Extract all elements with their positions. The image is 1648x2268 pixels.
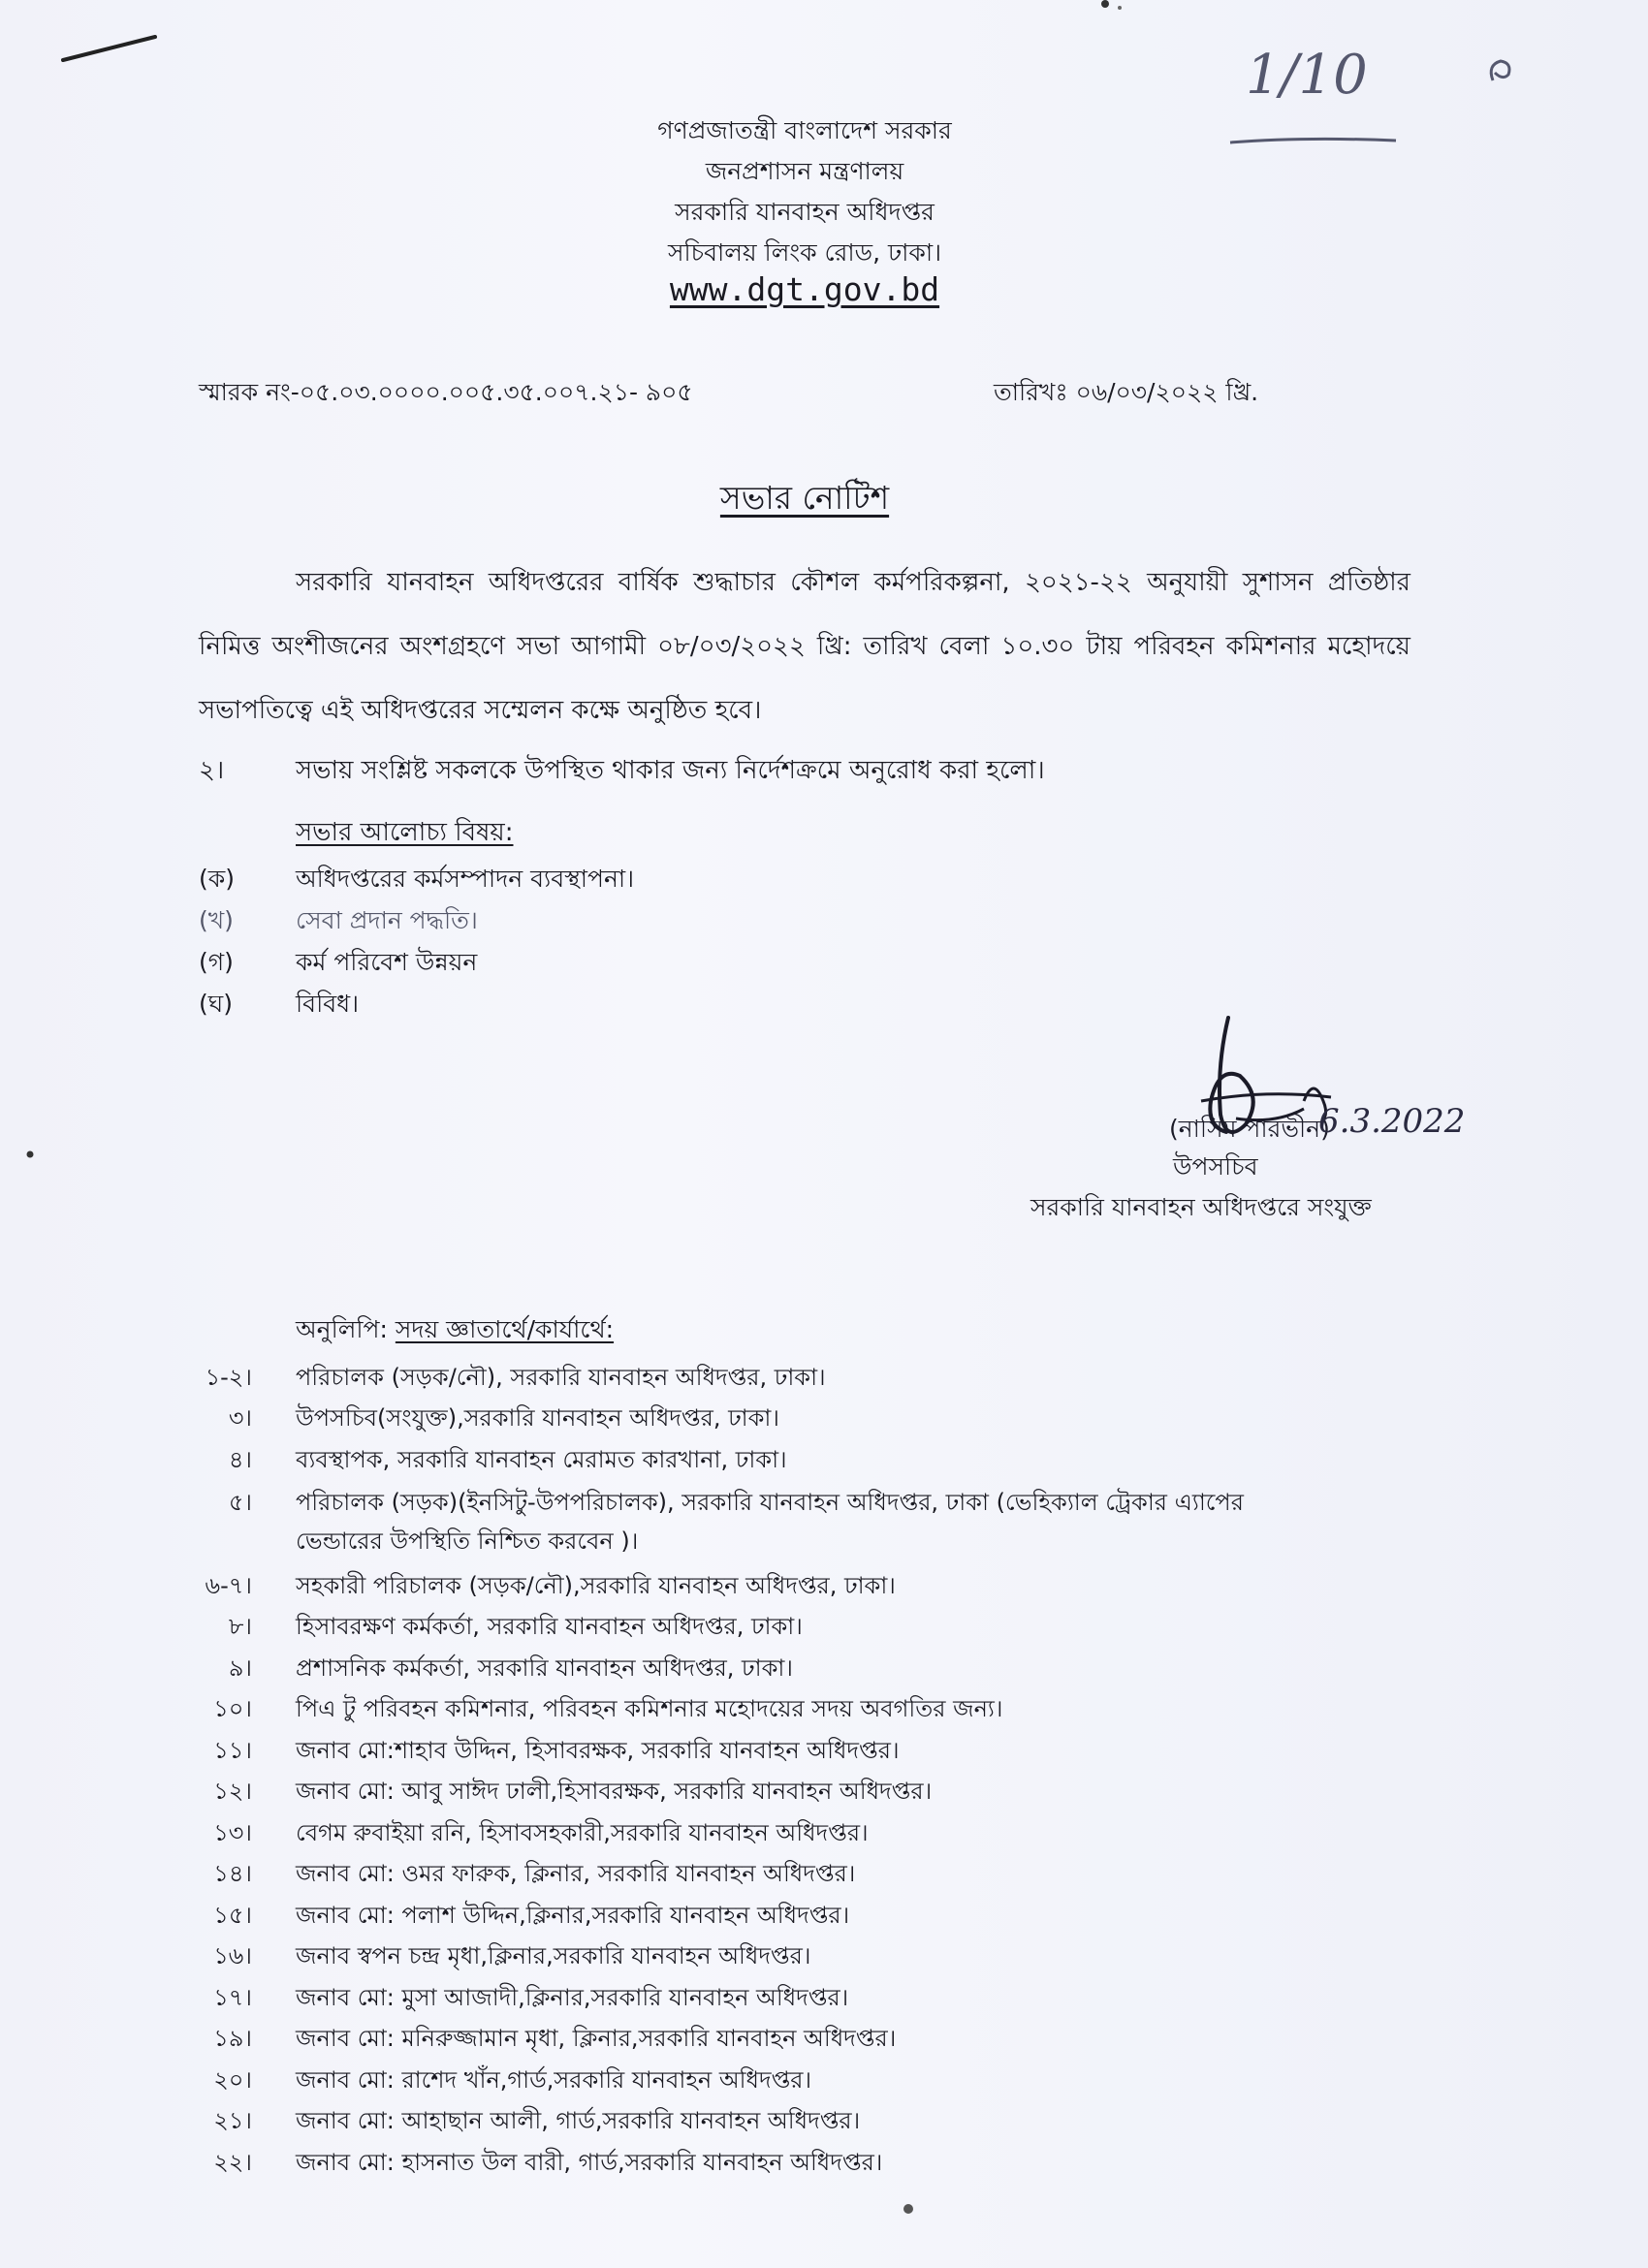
copy-item-number: ১৬।: [213, 1942, 252, 1969]
signatory-office: সরকারি যানবাহন অধিদপ্তরে সংযুক্ত: [1030, 1193, 1372, 1221]
paragraph-2-text: সভায় সংশ্লিষ্ট সকলকে উপস্থিত থাকার জন্য নির্দেশক্রমে অনুরোধ করা হলো।: [296, 756, 1045, 785]
copy-item-text-continued: ভেন্ডারের উপস্থিতি নিশ্চিত করবেন )।: [296, 1528, 639, 1555]
copy-item-number: ৩।: [228, 1404, 252, 1432]
copy-heading: [296, 1310, 614, 1352]
copy-item-text: জনাব মো: রাশেদ খাঁন,গার্ড,সরকারি যানবাহন অধিদপ্তর।: [296, 2066, 812, 2094]
signatory-name: (নাসিম পারভীন): [1169, 1115, 1330, 1143]
copy-item-text: হিসাবরক্ষণ কর্মকর্তা, সরকারি যানবাহন অধিদপ্তর, ঢাকা।: [296, 1613, 803, 1640]
notice-paragraph-1-text: সরকারি যানবাহন অধিদপ্তরের বার্ষিক শুদ্ধাচার কৌশল কর্মপরিকল্পনা, ২০২১-২২ অনুযায়ী সুশাসন প্রতিষ্ঠার নিমিত্ত অংশীজনের অংশগ্রহণে সভা আগামী ০৮/০৩/২০২২ খ্রি: তারিখ বেলা ১০.৩০ টায় পরিবহন কমিশনার মহোদয়ে সভাপতিত্বে এই অধিদপ্তরের সম্মেলন কক্ষে অনুষ্ঠিত হবে।: [199, 568, 1410, 725]
copy-item-text: ব্যবস্থাপক, সরকারি যানবাহন মেরামত কারখানা, ঢাকা।: [296, 1446, 787, 1473]
agenda-item-text: সেবা প্রদান পদ্ধতি।: [296, 906, 478, 934]
notice-title: সভার নোটিশ: [719, 479, 890, 517]
header-address: সচিবালয় লিংক রোড, ঢাকা।: [667, 238, 942, 267]
copy-item-number: ৫।: [228, 1489, 252, 1516]
copy-item-number: ১৯।: [213, 2025, 252, 2052]
copy-item-number: ২২।: [213, 2149, 252, 2176]
agenda-heading: সভার আলোচ্য বিষয়:: [296, 818, 514, 847]
copy-item-text: সহকারী পরিচালক (সড়ক/নৌ),সরকারি যানবাহন অধিদপ্তর, ঢাকা।: [296, 1572, 896, 1599]
handwritten-corner-swirl: [1483, 53, 1522, 92]
copy-heading-text: সদয় জ্ঞাতার্থে/কার্যার্থে:: [395, 1315, 615, 1343]
copy-item-number: ১৫।: [213, 1902, 252, 1929]
handwritten-page-mark: 1/10: [1246, 44, 1368, 107]
copy-item-number: ২১।: [213, 2107, 252, 2134]
header-ministry: জনপ্রশাসন মন্ত্রণালয়: [705, 157, 904, 185]
header-department: সরকারি যানবাহন অধিদপ্তর: [675, 198, 935, 226]
copy-item-number: ৮।: [228, 1613, 252, 1640]
copy-item-number: ১-২।: [205, 1364, 252, 1391]
agenda-item-text: বিবিধ।: [296, 990, 360, 1018]
copy-item-text: উপসচিব(সংযুক্ত),সরকারি যানবাহন অধিদপ্তর, ঢাকা।: [296, 1404, 779, 1432]
copy-item-text: জনাব মো: পলাশ উদ্দিন,ক্লিনার,সরকারি যানবাহন অধিদপ্তর।: [296, 1902, 850, 1929]
copy-item-text: জনাব মো: হাসনাত উল বারী, গার্ড,সরকারি যানবাহন অধিদপ্তর।: [296, 2149, 883, 2176]
header-website-link[interactable]: www.dgt.gov.bd: [669, 270, 940, 308]
copy-item-text: পিএ টু পরিবহন কমিশনার, পরিবহন কমিশনার মহোদয়ের সদয় অবগতির জন্য।: [296, 1695, 1003, 1722]
copy-item-text: প্রশাসনিক কর্মকর্তা, সরকারি যানবাহন অধিদপ্তর, ঢাকা।: [296, 1654, 793, 1682]
copy-item-text: জনাব মো:শাহাব উদ্দিন, হিসাবরক্ষক, সরকারি যানবাহন অধিদপ্তর।: [296, 1737, 900, 1764]
copy-item-number: ৪।: [228, 1446, 252, 1473]
agenda-item-text: কর্ম পরিবেশ উন্নয়ন: [296, 948, 478, 976]
handwritten-signature-date: 6.3.2022: [1318, 1102, 1466, 1141]
copy-item-number: ১৭।: [213, 1984, 252, 2011]
scan-dot-bottom: [902, 2202, 915, 2216]
memo-reference-number: স্মারক নং-০৫.০৩.০০০০.০০৫.৩৫.০০৭.২১- ৯০৫: [199, 378, 693, 406]
copy-item-text: পরিচালক (সড়ক/নৌ), সরকারি যানবাহন অধিদপ্তর, ঢাকা।: [296, 1364, 826, 1391]
scan-dot-top: [1095, 0, 1134, 19]
scan-dot-left: [24, 1149, 36, 1160]
copy-heading-prefix: অনুলিপি:: [296, 1315, 396, 1343]
copy-item-text: বেগম রুবাইয়া রনি, হিসাবসহকারী,সরকারি যানবাহন অধিদপ্তর।: [296, 1819, 869, 1846]
agenda-item-label: (ক): [199, 865, 235, 893]
memo-date: তারিখঃ ০৬/০৩/২০২২ খ্রি.: [994, 378, 1259, 406]
copy-item-text: জনাব মো: ওমর ফারুক, ক্লিনার, সরকারি যানবাহন অধিদপ্তর।: [296, 1860, 856, 1887]
paragraph-2-number: ২।: [199, 756, 225, 785]
copy-item-number: ২০।: [213, 2066, 252, 2094]
agenda-item-label: (গ): [199, 948, 234, 976]
copy-item-number: ১৪।: [213, 1860, 252, 1887]
copy-item-number: ১২।: [213, 1778, 252, 1805]
copy-item-text: জনাব মো: মুসা আজাদী,ক্লিনার,সরকারি যানবাহন অধিদপ্তর।: [296, 1984, 849, 2011]
notice-paragraph-1: [199, 551, 1410, 742]
copy-item-text: জনাব স্বপন চন্দ্র মৃধা,ক্লিনার,সরকারি যানবাহন অধিদপ্তর।: [296, 1942, 811, 1969]
header-government: গণপ্রজাতন্ত্রী বাংলাদেশ সরকার: [657, 116, 952, 144]
copy-item-number: ৯।: [228, 1654, 252, 1682]
copy-item-text: জনাব মো: আহাছান আলী, গার্ড,সরকারি যানবাহন অধিদপ্তর।: [296, 2107, 861, 2134]
copy-item-number: ১৩।: [213, 1819, 252, 1846]
copy-item-number: ৬-৭।: [205, 1572, 252, 1599]
copy-item-text: পরিচালক (সড়ক)(ইনসিটু-উপপরিচালক), সরকারি যানবাহন অধিদপ্তর, ঢাকা (ভেহিক্যাল ট্রেকার এ্যাপের: [296, 1489, 1244, 1516]
copy-item-text: জনাব মো: আবু সাঈদ ঢালী,হিসাবরক্ষক, সরকারি যানবাহন অধিদপ্তর।: [296, 1778, 933, 1805]
copy-item-number: ১১।: [213, 1737, 252, 1764]
pen-stroke-top-left: [58, 29, 165, 68]
agenda-item-label: (ঘ): [199, 990, 233, 1018]
signatory-designation: উপসচিব: [1173, 1152, 1258, 1181]
copy-item-text: জনাব মো: মনিরুজ্জামান মৃধা, ক্লিনার,সরকারি যানবাহন অধিদপ্তর।: [296, 2025, 897, 2052]
agenda-item-text: অধিদপ্তরের কর্মসম্পাদন ব্যবস্থাপনা।: [296, 865, 635, 893]
copy-item-number: ১০।: [213, 1695, 252, 1722]
agenda-item-label: (খ): [199, 906, 234, 934]
